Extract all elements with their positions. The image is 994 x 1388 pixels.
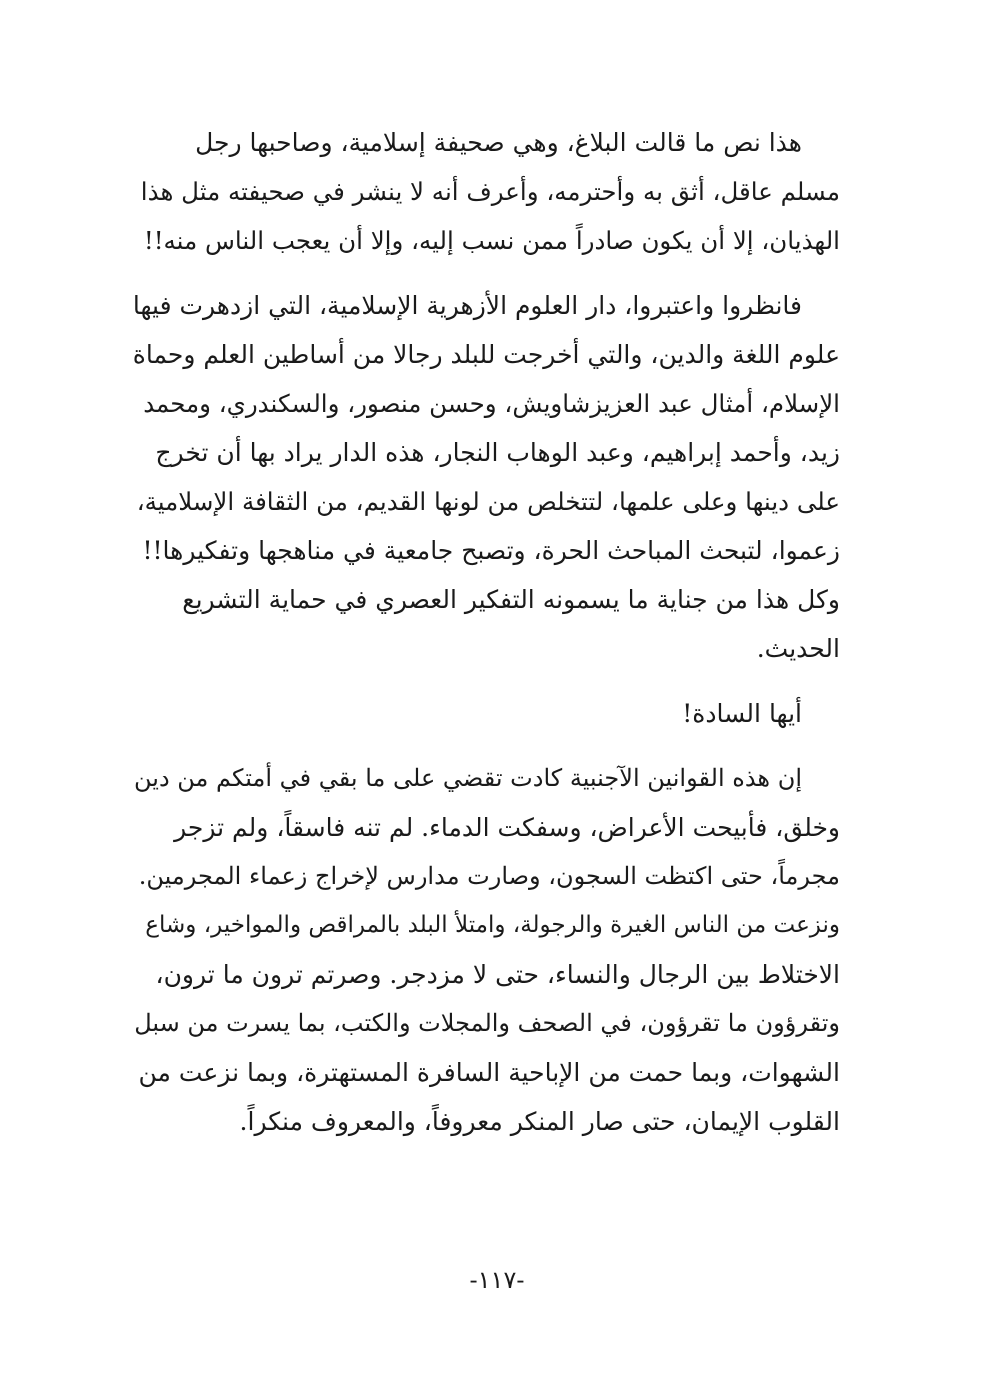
text-line: الاختلاط بين الرجال والنساء، حتى لا مزدجر. وصرتم ترون ما ترون، bbox=[155, 960, 840, 989]
paragraph-1 bbox=[132, 118, 840, 265]
paragraph-3 bbox=[132, 754, 840, 1146]
text-line: علوم اللغة والدين، والتي أخرجت للبلد رجالا من أساطين العلم وحماة bbox=[132, 340, 840, 369]
text-line: الشهوات، وبما حمت من الإباحية السافرة المستهترة، وبما نزعت من bbox=[138, 1058, 840, 1087]
heading-line: أيها السادة! bbox=[682, 699, 802, 728]
page-body bbox=[132, 118, 840, 1146]
page-number: -١١٧- bbox=[469, 1266, 525, 1294]
text-line: ونزعت من الناس الغيرة والرجولة، وامتلأ البلد بالمراقص والمواخير، وشاع bbox=[145, 912, 840, 938]
text-line: فانظروا واعتبروا، دار العلوم الأزهرية الإسلامية، التي ازدهرت فيها bbox=[132, 291, 802, 320]
text-line: وخلق، فأبيحت الأعراض، وسفكت الدماء. لم تنه فاسقاً، ولم تزجر bbox=[174, 813, 840, 842]
section-heading bbox=[132, 689, 840, 738]
text-line: الحديث. bbox=[756, 634, 840, 663]
text-line: وتقرؤون ما تقرؤون، في الصحف والمجلات والكتب، بما يسرت من سبل bbox=[134, 1009, 840, 1037]
text-line: الهذيان، إلا أن يكون صادراً ممن نسب إليه، وإلا أن يعجب الناس منه!! bbox=[143, 226, 840, 255]
text-line: هذا نص ما قالت البلاغ، وهي صحيفة إسلامية، وصاحبها رجل bbox=[195, 128, 802, 157]
text-line: الإسلام، أمثال عبد العزيزشاويش، وحسن منصور، والسكندري، ومحمد bbox=[143, 389, 840, 418]
paragraph-2 bbox=[132, 281, 840, 673]
text-line: القلوب الإيمان، حتى صار المنكر معروفاً، والمعروف منكراً. bbox=[239, 1107, 840, 1136]
text-line: مجرماً، حتى اكتظت السجون، وصارت مدارس لإخراج زعماء المجرمين. bbox=[138, 862, 840, 890]
text-line: زيد، وأحمد إبراهيم، وعبد الوهاب النجار، هذه الدار يراد بها أن تخرج bbox=[155, 438, 840, 467]
text-line: مسلم عاقل، أثق به وأحترمه، وأعرف أنه لا ينشر في صحيفته مثل هذا bbox=[140, 177, 840, 206]
text-line: وكل هذا من جناية ما يسمونه التفكير العصري في حماية التشريع bbox=[182, 585, 840, 614]
text-line: إن هذه القوانين الآجنبية كادت تقضي على ما بقي في أمتكم من دين bbox=[134, 764, 802, 792]
text-line: زعموا، لتبحث المباحث الحرة، وتصبح جامعية في مناهجها وتفكيرها!! bbox=[142, 536, 840, 565]
text-line: على دينها وعلى علمها، لتتخلص من لونها القديم، من الثقافة الإسلامية، bbox=[136, 487, 840, 516]
